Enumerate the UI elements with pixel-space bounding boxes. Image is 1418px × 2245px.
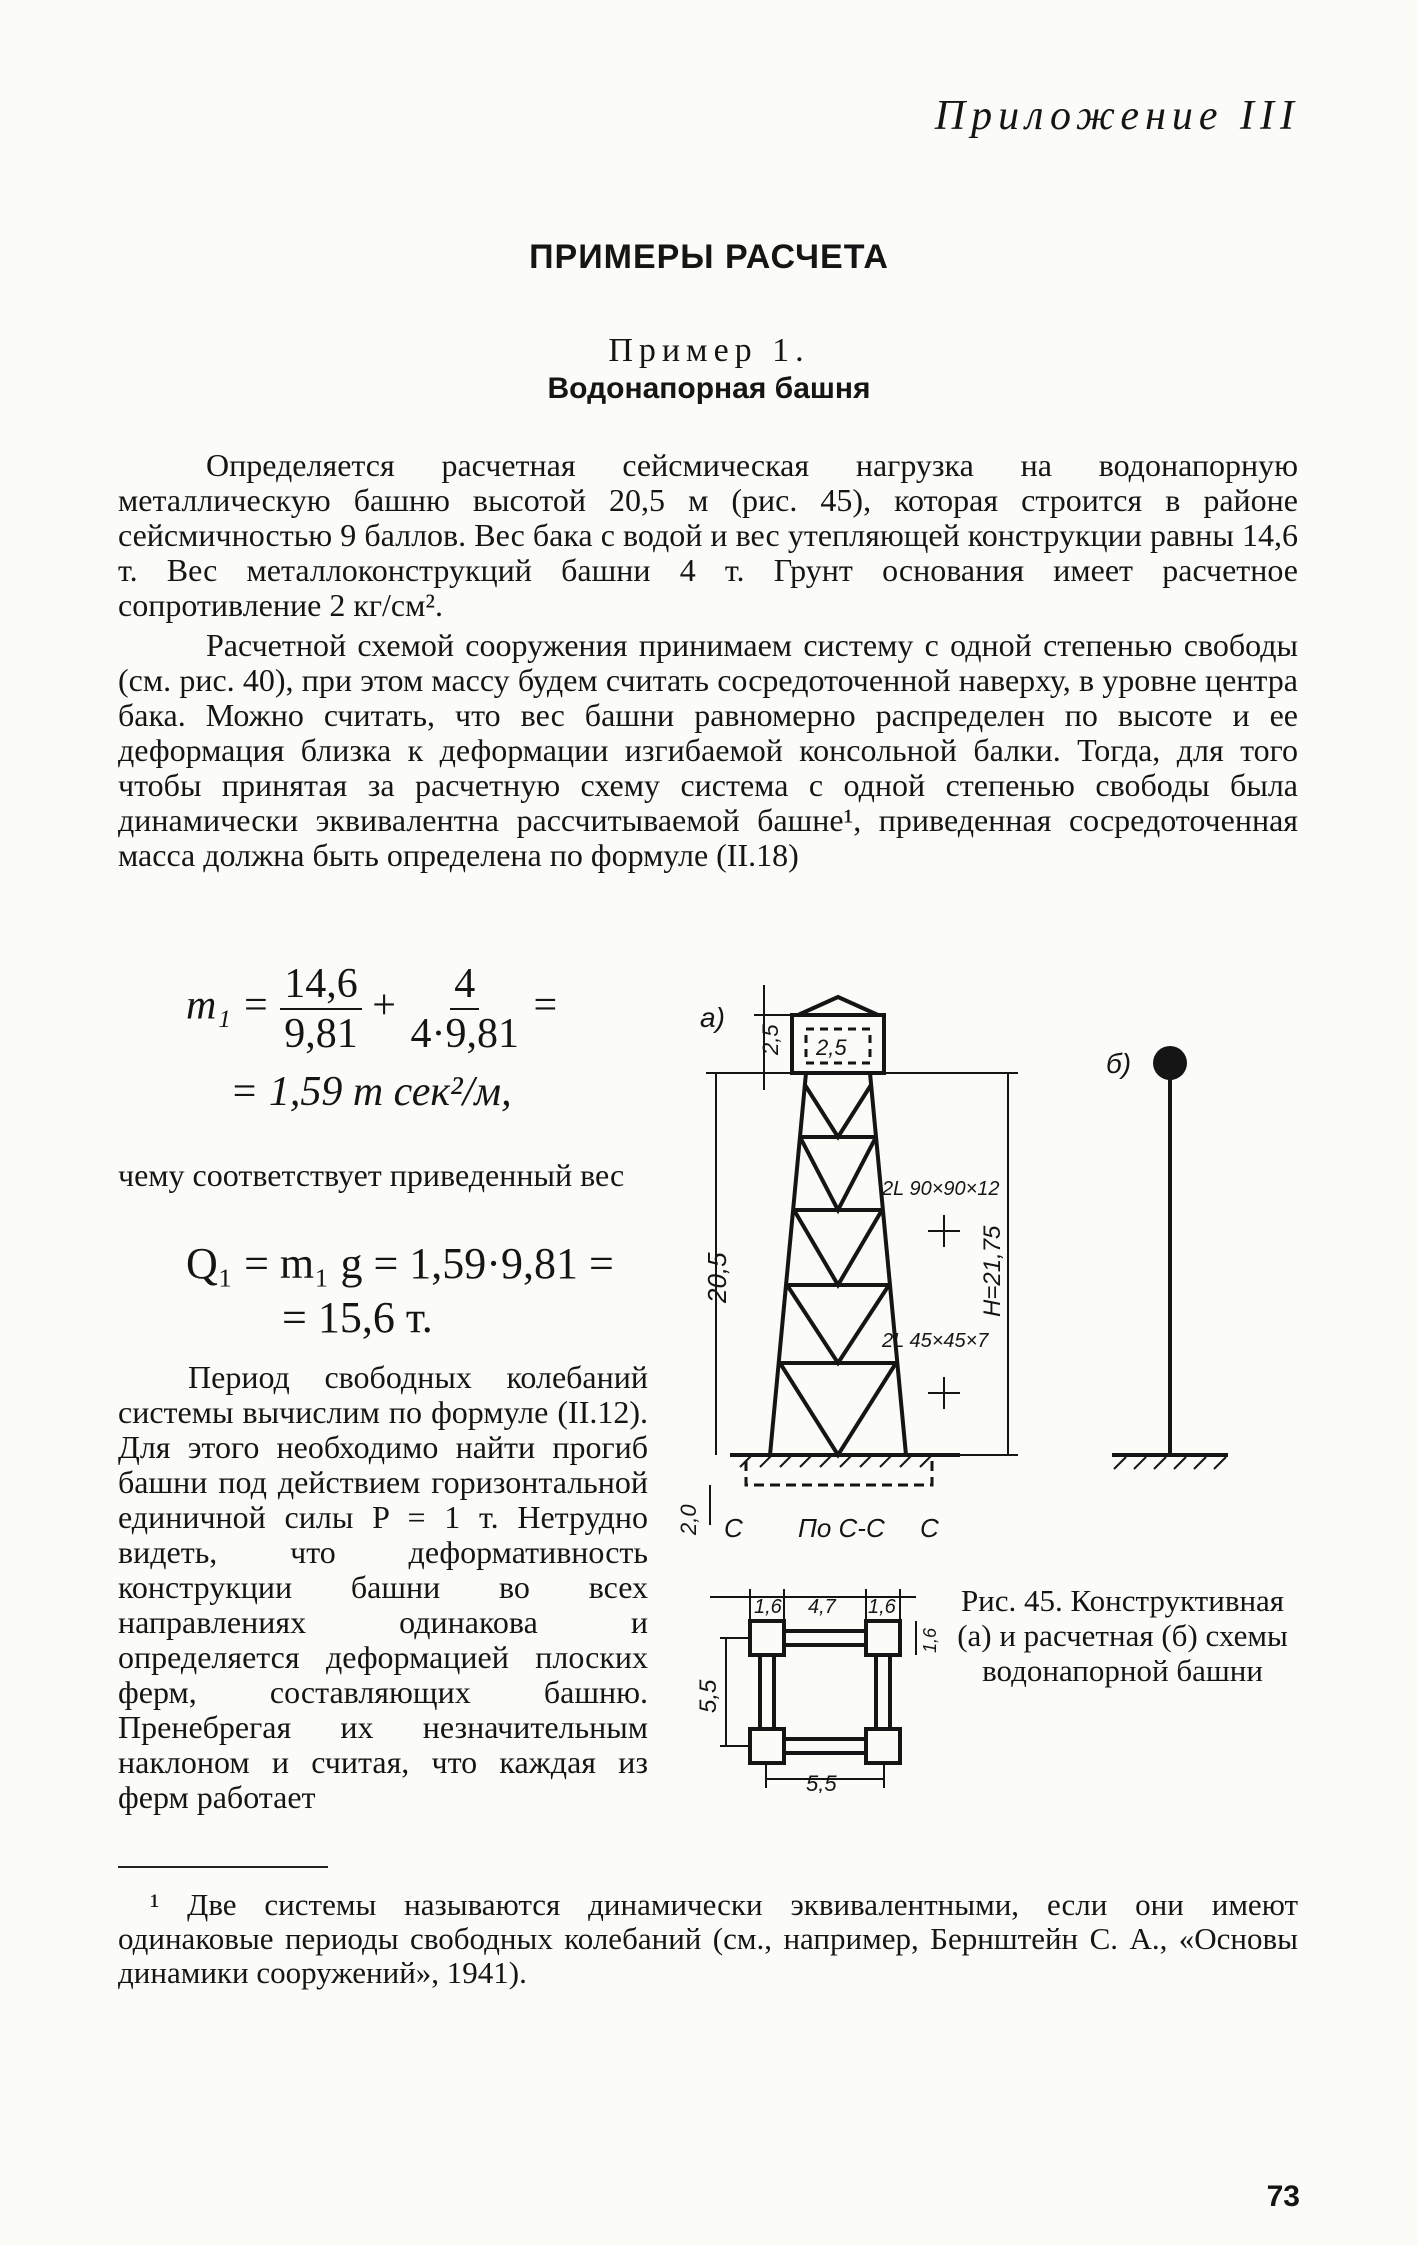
plan-dim-mid: 4,7 bbox=[808, 1596, 836, 1618]
section-mark-right: C bbox=[920, 1513, 939, 1543]
paragraph-scheme: Расчетной схемой сооружения принимаем систему с одной степенью свободы (см. рис. 40), при этом массу будем считать сосредоточенной наверху, в уровне центра бака. Можно считать, что вес башни равномерно распределен по высоте и ее деформация близка к деформации изгибаемой консольной балки. Тогда, для того чтобы принятая за расчетную схему система с одной степенью свободы была динамически эквивалентна рассчитываемой башне¹, приведенная сосредоточенная масса должна быть определена по формуле (II.18) bbox=[118, 627, 1298, 873]
paragraph-intro: Определяется расчетная сейсмическая нагрузка на водонапорную металлическую башню высотой 20,5 м (рис. 45), которая строится в районе сейсмичностью 9 баллов. Вес бака с водой и вес утепляющей конструкции равны 14,6 т. Вес металлоконструкций башни 4 т. Грунт основания имеет расчетное сопротивление 2 кг/см². bbox=[118, 447, 1298, 623]
fraction-denominator: 9,81 bbox=[284, 1011, 358, 1057]
formula-plus: + bbox=[372, 982, 396, 1029]
dim-tower-height: 20,5 bbox=[702, 1252, 732, 1303]
section-upper-label: 2L 90×90×12 bbox=[882, 1178, 1000, 1200]
formula-equals: = bbox=[533, 982, 558, 1029]
fraction-denominator: 4·9,81 bbox=[410, 1011, 519, 1057]
formula-reduced-weight: Q₁ = m₁ g = 1,59·9,81 = bbox=[186, 1239, 614, 1288]
page-title: ПРИМЕРЫ РАСЧЕТА bbox=[529, 238, 889, 276]
footnote: ¹ Две системы называются динамически эквивалентными, если они имеют одинаковые периоды свободных колебаний (см., например, Бернштейн С. А., «Основы динамики сооружений», 1941). bbox=[118, 1887, 1298, 1990]
example-label: Пример 1. bbox=[608, 332, 810, 369]
design-scheme-diagram bbox=[1080, 1015, 1260, 1515]
dim-tank-width: 2,5 bbox=[816, 1035, 847, 1060]
formula-fraction-1 bbox=[280, 960, 362, 1058]
dim-footing: 2,0 bbox=[676, 1504, 701, 1535]
section-lower-label: 2L 45×45×7 bbox=[882, 1330, 989, 1352]
fraction-numerator: 14,6 bbox=[280, 960, 362, 1010]
plan-dim-right: 1,6 bbox=[868, 1596, 896, 1618]
concentrated-mass-icon bbox=[1153, 1046, 1187, 1080]
section-title: По С-С bbox=[798, 1513, 885, 1543]
paragraph-reduced-weight: чему соответствует приведенный вес bbox=[118, 1157, 625, 1193]
page-number: 73 bbox=[1266, 2180, 1300, 2213]
tower-elevation-diagram bbox=[660, 985, 1020, 1545]
tower-plan-diagram bbox=[690, 1583, 950, 1793]
formula-reduced-weight-result: = 15,6 т. bbox=[282, 1293, 433, 1342]
label-a: а) bbox=[700, 1002, 725, 1033]
formula-fraction-2 bbox=[406, 960, 523, 1058]
label-b: б) bbox=[1106, 1048, 1132, 1079]
formula-reduced-mass bbox=[186, 960, 557, 1058]
formula-lhs: m₁ = bbox=[186, 982, 270, 1029]
plan-dim-bottom: 5,5 bbox=[806, 1771, 837, 1793]
footnote-divider bbox=[118, 1866, 328, 1868]
figure-caption: Рис. 45. Конструктивная (а) и расчетная (б) схемы водонапорной башни bbox=[957, 1583, 1288, 1688]
section-mark-left: C bbox=[724, 1513, 743, 1543]
plan-dim-side-small: 1,6 bbox=[920, 1627, 940, 1653]
running-head: Приложение III bbox=[934, 93, 1300, 139]
plan-dim-left: 1,6 bbox=[754, 1596, 782, 1618]
dim-tank-height: 2,5 bbox=[758, 1024, 783, 1055]
plan-dim-side: 5,5 bbox=[695, 1679, 722, 1713]
dim-total-height: H=21,75 bbox=[979, 1225, 1006, 1317]
example-title: Водонапорная башня bbox=[547, 372, 871, 405]
paragraph-period: Период свободных колебаний системы вычислим по формуле (II.12). Для этого необходимо найти прогиб башни под действием горизонтальной единичной силы P = 1 т. Нетрудно видеть, что деформативность конструкции башни во всех направлениях одинакова и определяется деформацией плоских ферм, составляющих башню. Пренебрегая их незначительным наклоном и считая, что каждая из ферм работает bbox=[118, 1359, 648, 1815]
fraction-numerator: 4 bbox=[450, 960, 479, 1010]
formula-reduced-mass-result: = 1,59 т сек²/м, bbox=[230, 1069, 512, 1115]
